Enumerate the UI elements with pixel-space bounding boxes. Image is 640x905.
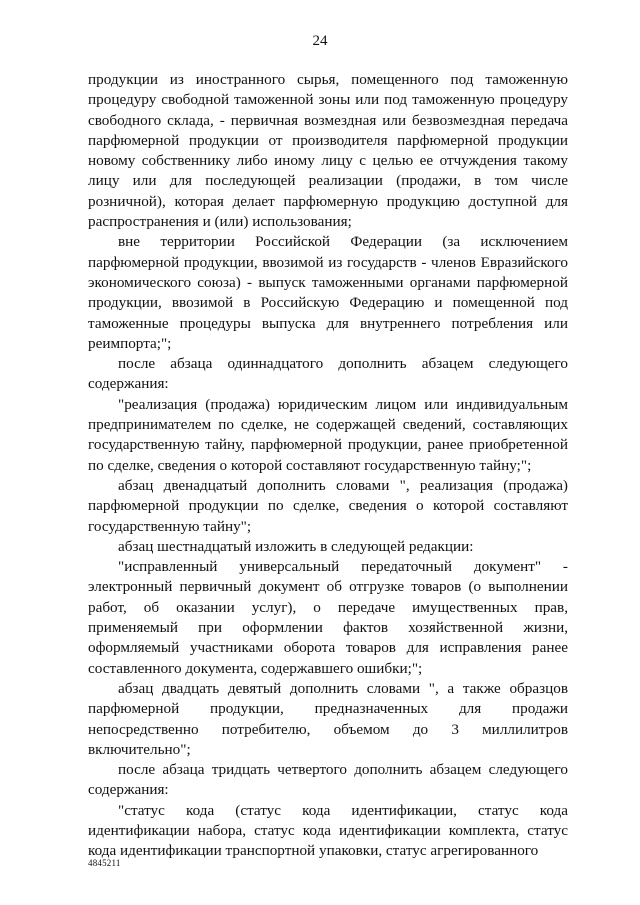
document-body (88, 70, 568, 862)
paragraph: "реализация (продажа) юридическим лицом или индивидуальным предпринимателем по сделке, не содержащей сведений, составляющих государственную тайну, парфюмерной продукции, ранее приобретенной по сделке, сведения о которой составляют государственную тайну;"; (88, 395, 568, 474)
paragraph: после абзаца одиннадцатого дополнить абзацем следующего содержания: (88, 355, 568, 393)
paragraph: "исправленный универсальный передаточный документ" - электронный первичный документ об отгрузке товаров (о выполнении работ, об оказании услуг), о передаче имущественных прав, применяемый при оформлении фактов хозяйственной жизни, оформляемый участниками оборота товаров для исправления ранее составленного документа, содержавшего ошибки;"; (88, 558, 568, 677)
paragraph: "статус кода (статус кода идентификации, статус кода идентификации набора, статус кода идентификации комплекта, статус кода идентификации транспортной упаковки, статус агрегированного (88, 801, 568, 860)
page-number: 24 (312, 33, 328, 49)
paragraph: после абзаца тридцать четвертого дополнить абзацем следующего содержания: (88, 761, 568, 799)
paragraph: абзац двенадцатый дополнить словами ", реализация (продажа) парфюмерной продукции по сделке, сведения о которой составляют государственную тайну"; (88, 476, 568, 535)
paragraph: продукции из иностранного сырья, помещенного под таможенную процедуру свободной таможенной зоны или под таможенную процедуру свободного склада, - первичная возмездная или безвозмездная передача парфюмерной продукции от производителя парфюмерной продукции новому собственнику либо иному лицу с целью ее отчуждения такому лицу или для последующей реализации (продажи, в том числе розничной), которая делает парфюмерную продукцию доступной для распространения и (или) использования; (88, 71, 568, 231)
paragraph: вне территории Российской Федерации (за исключением парфюмерной продукции, ввозимой из государств - членов Евразийского экономического союза) - выпуск таможенными органами парфюмерной продукции, ввозимой в Российскую Федерацию и помещенной под таможенные процедуры выпуска для внутреннего потребления или реимпорта;"; (88, 233, 568, 352)
document-id: 4845211 (88, 858, 121, 868)
paragraph: абзац двадцать девятый дополнить словами ", а также образцов парфюмерной продукции, предназначенных для продажи непосредственно потребителю, объемом до 3 миллилитров включительно"; (88, 679, 568, 758)
paragraph: абзац шестнадцатый изложить в следующей редакции: (118, 537, 474, 555)
